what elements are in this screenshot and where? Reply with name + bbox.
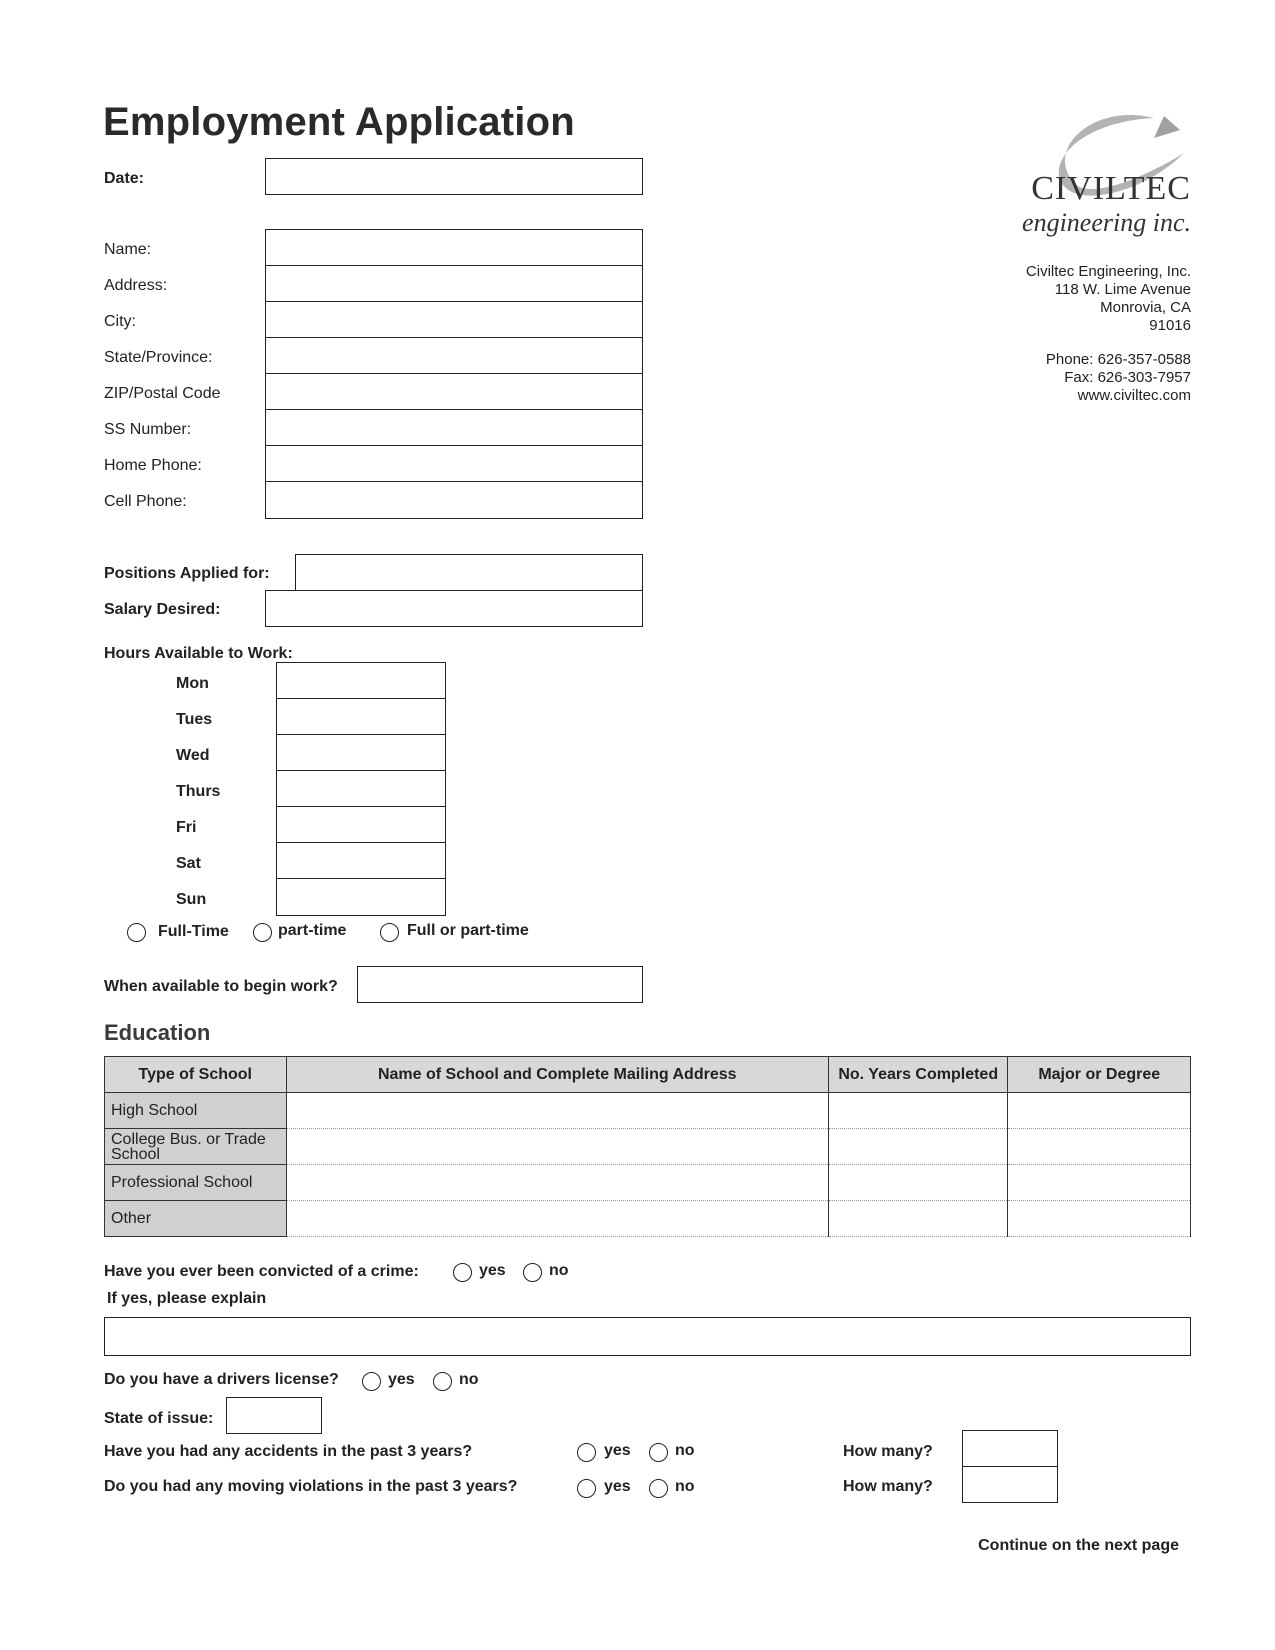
- table-row: [105, 1165, 1191, 1201]
- school-type-professional: Professional School: [105, 1165, 287, 1201]
- day-label-fri: Fri: [176, 819, 197, 836]
- school-name-field[interactable]: [286, 1201, 828, 1237]
- hours-box: [276, 662, 446, 916]
- school-name-field[interactable]: [286, 1165, 828, 1201]
- accidents-no-label: no: [675, 1442, 695, 1459]
- day-label-tues: Tues: [176, 711, 213, 728]
- school-name-field[interactable]: [286, 1129, 828, 1165]
- school-type-high-school: High School: [105, 1093, 287, 1129]
- day-label-sat: Sat: [176, 855, 201, 872]
- begin-work-field[interactable]: [357, 966, 643, 1003]
- violations-no-radio[interactable]: [649, 1479, 668, 1498]
- zip-label: ZIP/Postal Code: [104, 385, 221, 402]
- home-phone-label: Home Phone:: [104, 457, 202, 474]
- state-issue-field[interactable]: [226, 1397, 322, 1434]
- major-degree-field[interactable]: [1008, 1093, 1191, 1129]
- page-title: Employment Application: [103, 100, 575, 144]
- crime-question: Have you ever been convicted of a crime:: [104, 1263, 419, 1280]
- full-time-radio[interactable]: [127, 923, 146, 942]
- positions-label: Positions Applied for:: [104, 565, 270, 582]
- license-no-label: no: [459, 1371, 479, 1388]
- years-completed-field[interactable]: [828, 1129, 1007, 1165]
- address-field[interactable]: [266, 266, 642, 302]
- license-yes-radio[interactable]: [362, 1372, 381, 1391]
- table-row: [105, 1129, 1191, 1165]
- company-city: Monrovia, CA: [1100, 299, 1191, 316]
- begin-work-label: When available to begin work?: [104, 978, 338, 995]
- company-street: 118 W. Lime Avenue: [1054, 281, 1191, 298]
- crime-explain-field[interactable]: [104, 1317, 1191, 1356]
- col-type-of-school: Type of School: [105, 1057, 287, 1093]
- date-label: Date:: [104, 170, 145, 187]
- day-label-mon: Mon: [176, 675, 209, 692]
- day-label-sun: Sun: [176, 891, 207, 908]
- salary-field[interactable]: [265, 590, 643, 627]
- accidents-count-field[interactable]: [963, 1431, 1057, 1467]
- violations-no-label: no: [675, 1478, 695, 1495]
- years-completed-field[interactable]: [828, 1201, 1007, 1237]
- violations-yes-label: yes: [604, 1478, 631, 1495]
- accidents-yes-radio[interactable]: [577, 1443, 596, 1462]
- crime-yes-label: yes: [479, 1262, 506, 1279]
- school-type-college: College Bus. or Trade School: [105, 1129, 287, 1165]
- school-type-other: Other: [105, 1201, 287, 1237]
- personal-fields-box: [265, 229, 643, 519]
- major-degree-field[interactable]: [1008, 1129, 1191, 1165]
- violations-count-field[interactable]: [963, 1467, 1057, 1503]
- accidents-yes-label: yes: [604, 1442, 631, 1459]
- full-time-label: Full-Time: [158, 923, 229, 940]
- table-row: [105, 1093, 1191, 1129]
- license-yes-label: yes: [388, 1371, 415, 1388]
- city-label: City:: [104, 313, 136, 330]
- crime-yes-radio[interactable]: [453, 1263, 472, 1282]
- accidents-question: Have you had any accidents in the past 3 years?: [104, 1443, 473, 1460]
- salary-label: Salary Desired:: [104, 601, 221, 618]
- years-completed-field[interactable]: [828, 1165, 1007, 1201]
- state-label: State/Province:: [104, 349, 213, 366]
- table-row: [105, 1201, 1191, 1237]
- zip-field[interactable]: [266, 374, 642, 410]
- continue-note: Continue on the next page: [978, 1537, 1179, 1554]
- violations-how-many-label: How many?: [843, 1478, 933, 1495]
- col-school-name-address: Name of School and Complete Mailing Address: [286, 1057, 828, 1093]
- crime-no-label: no: [549, 1262, 569, 1279]
- crime-explain-label: If yes, please explain: [107, 1290, 267, 1307]
- positions-field[interactable]: [295, 554, 643, 591]
- company-phone: Phone: 626-357-0588: [1045, 351, 1191, 368]
- cell-phone-field[interactable]: [266, 482, 642, 518]
- hours-sat-field[interactable]: [277, 843, 445, 879]
- home-phone-field[interactable]: [266, 446, 642, 482]
- logo-wordmark: CIVILTEC: [1031, 170, 1191, 207]
- part-time-radio[interactable]: [253, 923, 272, 942]
- accidents-how-many-label: How many?: [843, 1443, 933, 1460]
- state-field[interactable]: [266, 338, 642, 374]
- hours-tues-field[interactable]: [277, 699, 445, 735]
- part-time-label: part-time: [278, 922, 347, 939]
- hours-sun-field[interactable]: [277, 879, 445, 915]
- company-zip: 91016: [1149, 317, 1191, 334]
- company-fax: Fax: 626-303-7957: [1064, 369, 1191, 386]
- hours-label: Hours Available to Work:: [104, 645, 293, 662]
- company-contact: [1046, 351, 1191, 405]
- hours-thurs-field[interactable]: [277, 771, 445, 807]
- license-question: Do you have a drivers license?: [104, 1371, 339, 1388]
- education-table: [104, 1056, 1191, 1237]
- civiltec-logo: [1004, 108, 1191, 238]
- violations-question: Do you had any moving violations in the past 3 years?: [104, 1478, 518, 1495]
- license-no-radio[interactable]: [433, 1372, 452, 1391]
- full-or-part-time-radio[interactable]: [380, 923, 399, 942]
- date-field[interactable]: [265, 158, 643, 195]
- address-label: Address:: [104, 277, 168, 294]
- hours-fri-field[interactable]: [277, 807, 445, 843]
- state-issue-label: State of issue:: [104, 1410, 214, 1427]
- cell-phone-label: Cell Phone:: [104, 493, 187, 510]
- col-major-degree: Major or Degree: [1008, 1057, 1191, 1093]
- ss-number-field[interactable]: [266, 410, 642, 446]
- education-heading: Education: [104, 1020, 211, 1045]
- hours-wed-field[interactable]: [277, 735, 445, 771]
- major-degree-field[interactable]: [1008, 1201, 1191, 1237]
- name-field[interactable]: [266, 230, 642, 266]
- day-label-wed: Wed: [176, 747, 210, 764]
- education-header-row: [105, 1057, 1191, 1093]
- col-years-completed: No. Years Completed: [828, 1057, 1007, 1093]
- company-name: Civiltec Engineering, Inc.: [1025, 263, 1191, 280]
- city-field[interactable]: [266, 302, 642, 338]
- hours-mon-field[interactable]: [277, 663, 445, 699]
- major-degree-field[interactable]: [1008, 1165, 1191, 1201]
- crime-no-radio[interactable]: [523, 1263, 542, 1282]
- accidents-no-radio[interactable]: [649, 1443, 668, 1462]
- ss-number-label: SS Number:: [104, 421, 192, 438]
- how-many-box: [962, 1430, 1058, 1503]
- violations-yes-radio[interactable]: [577, 1479, 596, 1498]
- company-address: [1026, 263, 1191, 335]
- years-completed-field[interactable]: [828, 1093, 1007, 1129]
- company-website: www.civiltec.com: [1077, 387, 1191, 404]
- name-label: Name:: [104, 241, 152, 258]
- day-label-thurs: Thurs: [176, 783, 221, 800]
- full-or-part-time-label: Full or part-time: [407, 922, 529, 939]
- logo-subtitle: engineering inc.: [1022, 208, 1191, 237]
- school-name-field[interactable]: [286, 1093, 828, 1129]
